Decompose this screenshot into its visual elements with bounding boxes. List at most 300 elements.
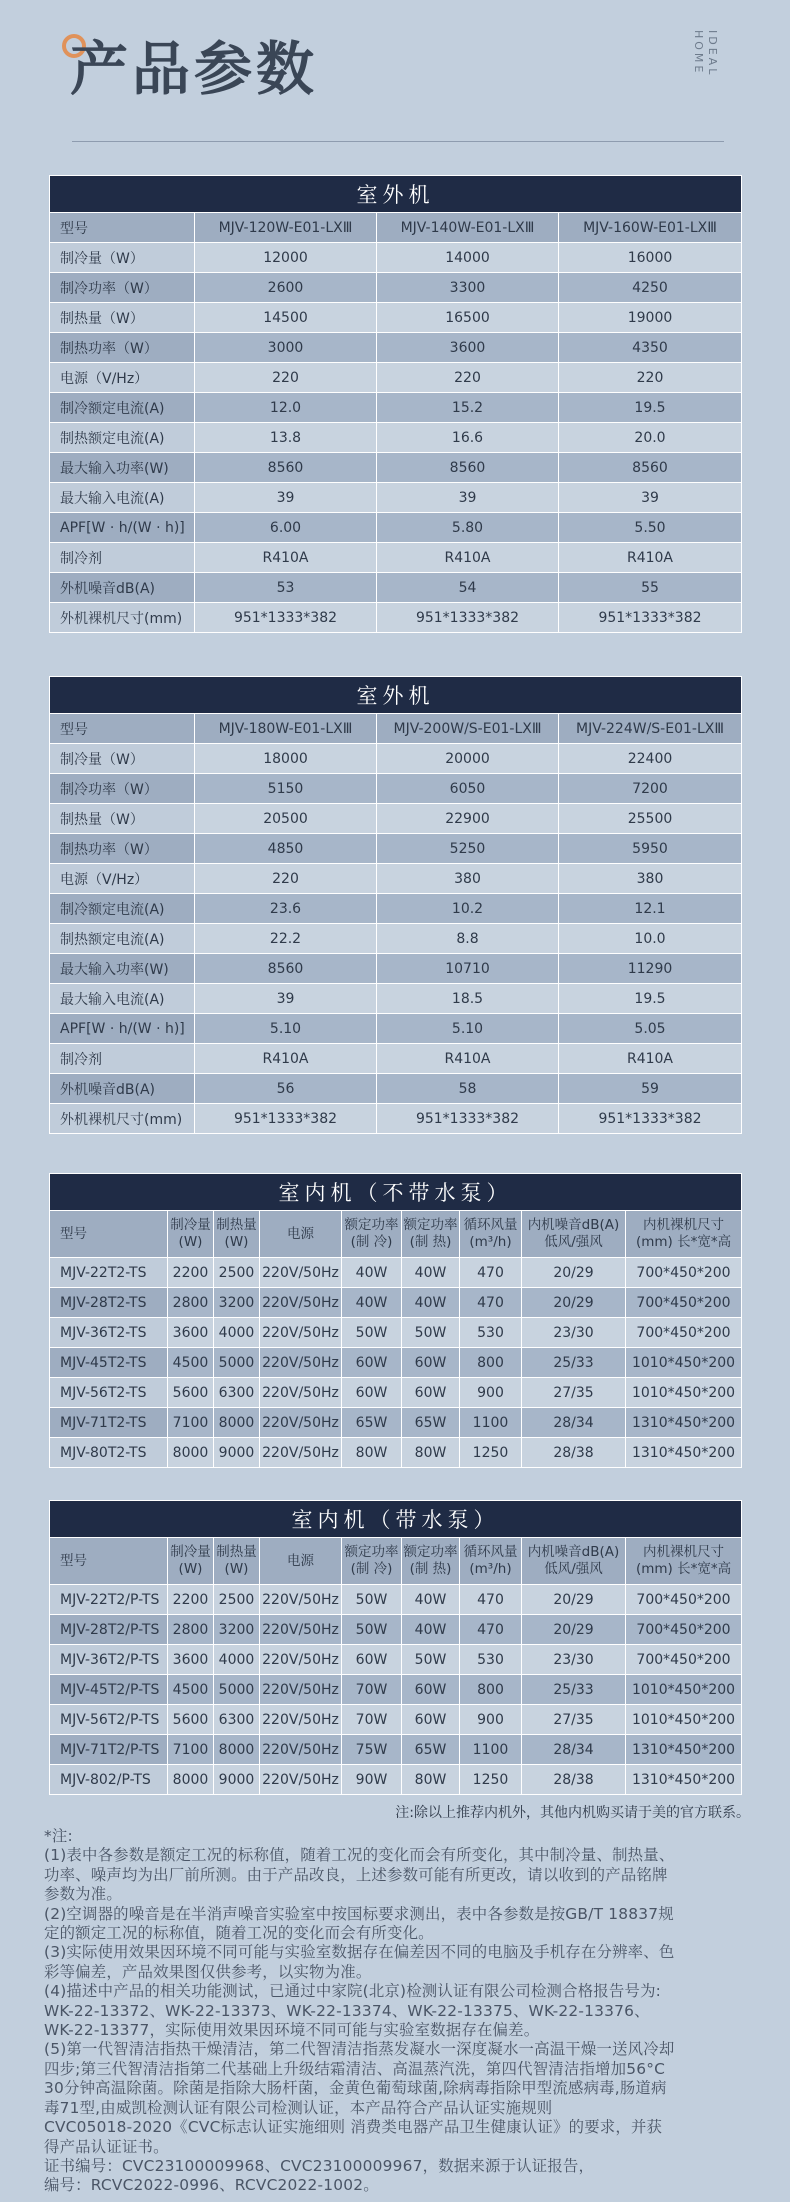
indoor1-cell: 40W [402,1258,460,1288]
indoor2-cell: 40W [402,1615,460,1645]
outdoor2-row [50,984,742,1014]
indoor2-cell: 80W [402,1765,460,1795]
indoor1-cell: 40W [342,1258,402,1288]
indoor1-row-label: MJV-45T2-TS [50,1348,168,1378]
footnote-line: CVC05018-2020《CVC标志认证实施细则 消费类电器产品卫生健康认证》的要求，并获 [44,2118,663,2137]
indoor1-cell: 800 [460,1348,522,1378]
outdoor2-row [50,834,742,864]
outdoor1-cell: 951*1333*382 [195,603,377,633]
outdoor2-cell: 20500 [195,804,377,834]
indoor2-cell: 220V/50Hz [260,1645,342,1675]
indoor1-cell: 5600 [168,1378,214,1408]
indoor1-cell: 470 [460,1288,522,1318]
indoor1-cell: 80W [402,1438,460,1468]
outdoor1-cell: 4350 [559,333,742,363]
indoor1-cell: 220V/50Hz [260,1288,342,1318]
indoor2-row-label: MJV-802/P-TS [50,1765,168,1795]
indoor1-row-label: MJV-36T2-TS [50,1318,168,1348]
indoor1-cell: 65W [402,1408,460,1438]
indoor2-row [50,1675,742,1705]
outdoor2-row [50,744,742,774]
footnote-line: 毒71型,由威凯检测认证有限公司检测认证，本产品符合产品认证实施规则 [44,2098,553,2117]
outdoor2-cell: 7200 [559,774,742,804]
outdoor1-cell: 2600 [195,273,377,303]
outdoor1-cell: 8560 [377,453,559,483]
outdoor2-cell: 19.5 [559,984,742,1014]
footnote-line: (4)描述中产品的相关功能测试，已通过中家院(北京)检测认证有限公司检测合格报告号为: [44,1982,662,2001]
indoor1-cell: 900 [460,1378,522,1408]
footnote-line: WK-22-13377，实际使用效果因环境不同可能与实验室数据存在偏差。 [44,2021,540,2040]
indoor1-cell: 60W [342,1378,402,1408]
indoor2-header-cell: 循环风量 (m³/h) [460,1538,522,1585]
footnote-line: 定的额定工况的标称值，随着工况的变化而会有所变化。 [44,1924,434,1943]
indoor1-cell: 1250 [460,1438,522,1468]
indoor1-cell: 8000 [214,1408,260,1438]
footnote-line: 参数为准。 [44,1885,122,1904]
indoor2-cell: 70W [342,1675,402,1705]
indoor2-header-cell: 电源 [260,1538,342,1585]
outdoor2-cell: 58 [377,1074,559,1104]
indoor1-cell: 80W [342,1438,402,1468]
outdoor1-cell: 54 [377,573,559,603]
outdoor1-cell: 14000 [377,243,559,273]
outdoor2-cell: 380 [377,864,559,894]
outdoor1-row-label: 制热额定电流(A) [50,423,195,453]
indoor2-cell: 50W [402,1645,460,1675]
outdoor1-header-cell: MJV-140W-E01-LXⅢ [377,213,559,243]
outdoor1-row [50,303,742,333]
outdoor2-row [50,1104,742,1134]
indoor2-cell: 65W [402,1735,460,1765]
indoor2-cell: 220V/50Hz [260,1705,342,1735]
indoor1-cell: 40W [402,1288,460,1318]
indoor2-cell: 220V/50Hz [260,1765,342,1795]
indoor1-header-cell: 型号 [50,1211,168,1258]
indoor1-cell: 2800 [168,1288,214,1318]
indoor2-cell: 700*450*200 [626,1585,742,1615]
indoor1-cell: 1010*450*200 [626,1348,742,1378]
indoor2-cell: 470 [460,1615,522,1645]
indoor2-cell: 2200 [168,1585,214,1615]
indoor2-header-cell: 内机裸机尺寸 (mm) 长*宽*高 [626,1538,742,1585]
outdoor1-cell: 53 [195,573,377,603]
outdoor2-cell: R410A [195,1044,377,1074]
indoor1-row [50,1408,742,1438]
indoor1-cell: 6300 [214,1378,260,1408]
outdoor2-row [50,954,742,984]
indoor2-header-cell: 内机噪音dB(A) 低风/强风 [522,1538,626,1585]
outdoor2-cell: 11290 [559,954,742,984]
outdoor1-cell: 220 [377,363,559,393]
indoor2-cell: 70W [342,1705,402,1735]
indoor1-row-label: MJV-71T2-TS [50,1408,168,1438]
outdoor2-header-cell: MJV-200W/S-E01-LXⅢ [377,714,559,744]
indoor1-row-label: MJV-28T2-TS [50,1288,168,1318]
outdoor2-row [50,1074,742,1104]
outdoor2-row [50,864,742,894]
outdoor2-cell: 59 [559,1074,742,1104]
outdoor2-cell: 20000 [377,744,559,774]
indoor2-cell: 1010*450*200 [626,1705,742,1735]
outdoor1-row [50,513,742,543]
outdoor1-row-label: 电源（V/Hz） [50,363,195,393]
indoor2-cell: 6300 [214,1705,260,1735]
footnote-line: (2)空调器的噪音是在半消声噪音实验室中按国标要求测出，表中各参数是按GB/T 18837规 [44,1904,674,1923]
outdoor-spec-table-1 [49,175,742,633]
outdoor1-row-label: 外机裸机尺寸(mm) [50,603,195,633]
outdoor2-cell: 380 [559,864,742,894]
indoor1-cell: 2500 [214,1258,260,1288]
outdoor1-cell: 8560 [559,453,742,483]
indoor1-cell: 28/34 [522,1408,626,1438]
outdoor1-cell: R410A [559,543,742,573]
indoor2-cell: 3600 [168,1645,214,1675]
footnote-line: WK-22-13372、WK-22-13373、WK-22-13374、WK-22-13375、WK-22-13376、 [44,2001,650,2020]
indoor1-cell: 530 [460,1318,522,1348]
indoor2-row-label: MJV-22T2/P-TS [50,1585,168,1615]
indoor2-cell: 20/29 [522,1615,626,1645]
outdoor2-row-label: 最大输入电流(A) [50,984,195,1014]
indoor1-header-cell: 额定功率 (制 冷) [342,1211,402,1258]
indoor2-row [50,1585,742,1615]
indoor2-row-label: MJV-71T2/P-TS [50,1735,168,1765]
outdoor1-row-label: 最大输入电流(A) [50,483,195,513]
footnote-line: (3)实际使用效果因环境不同可能与实验室数据存在偏差因不同的电脑及手机存在分辨率、色 [44,1943,675,1962]
outdoor2-cell: 23.6 [195,894,377,924]
indoor1-cell: 4000 [214,1318,260,1348]
indoor1-header-cell: 内机噪音dB(A) 低风/强风 [522,1211,626,1258]
footnote-line: *注: [44,1827,73,1845]
outdoor2-cell: 220 [195,864,377,894]
outdoor1-cell: 12000 [195,243,377,273]
outdoor2-caption: 室外机 [50,677,742,714]
outdoor1-row [50,453,742,483]
indoor1-cell: 23/30 [522,1318,626,1348]
indoor1-cell: 220V/50Hz [260,1348,342,1378]
indoor1-cell: 220V/50Hz [260,1408,342,1438]
indoor1-cell: 1310*450*200 [626,1438,742,1468]
indoor1-cell: 65W [342,1408,402,1438]
indoor1-cell: 4500 [168,1348,214,1378]
footnote-line: 功率、噪声均为出厂前所测。由于产品改良，上述参数可能有所更改，请以收到的产品铭牌 [44,1865,668,1884]
outdoor2-row-label: 制冷量（W） [50,744,195,774]
footnote-line: (5)第一代智清洁指热干燥清洁，第二代智清洁指蒸发凝水一深度凝水一高温干燥一送风冷却 [44,2040,675,2059]
outdoor1-row [50,273,742,303]
indoor2-cell: 2500 [214,1585,260,1615]
outdoor1-row-label: 制冷量（W） [50,243,195,273]
indoor2-row [50,1615,742,1645]
indoor1-cell: 60W [342,1348,402,1378]
outdoor1-cell: 6.00 [195,513,377,543]
outdoor2-header-cell: 型号 [50,714,195,744]
indoor1-cell: 220V/50Hz [260,1318,342,1348]
outdoor2-cell: 4850 [195,834,377,864]
indoor1-cell: 28/38 [522,1438,626,1468]
outdoor1-row-label: APF[W · h/(W · h)] [50,513,195,543]
indoor2-cell: 3200 [214,1615,260,1645]
outdoor2-row-label: 制冷剂 [50,1044,195,1074]
outdoor2-cell: 22.2 [195,924,377,954]
indoor1-row-label: MJV-80T2-TS [50,1438,168,1468]
outdoor2-cell: 5950 [559,834,742,864]
indoor2-cell: 7100 [168,1735,214,1765]
outdoor2-cell: 18000 [195,744,377,774]
footnote-line: 30分钟高温除菌。除菌是指除大肠杆菌，金黄色葡萄球菌,除病毒指除甲型流感病毒,肠道病 [44,2079,667,2098]
indoor2-row-label: MJV-45T2/P-TS [50,1675,168,1705]
indoor2-row [50,1765,742,1795]
indoor1-cell: 2200 [168,1258,214,1288]
indoor1-cell: 50W [402,1318,460,1348]
indoor2-cell: 700*450*200 [626,1645,742,1675]
indoor1-header-cell: 循环风量 (m³/h) [460,1211,522,1258]
outdoor1-cell: 20.0 [559,423,742,453]
indoor1-row-label: MJV-56T2-TS [50,1378,168,1408]
outdoor2-cell: 5.05 [559,1014,742,1044]
indoor1-cell: 7100 [168,1408,214,1438]
outdoor2-header-cell: MJV-180W-E01-LXⅢ [195,714,377,744]
footnote-line: 彩等偏差，产品效果图仅供参考，以实物为准。 [44,1962,372,1981]
outdoor1-cell: 951*1333*382 [377,603,559,633]
outdoor1-cell: 19000 [559,303,742,333]
outdoor2-row-label: 外机噪音dB(A) [50,1074,195,1104]
outdoor1-header-cell: MJV-160W-E01-LXⅢ [559,213,742,243]
indoor2-cell: 1250 [460,1765,522,1795]
indoor2-cell: 700*450*200 [626,1615,742,1645]
outdoor1-row-label: 制热功率（W） [50,333,195,363]
outdoor2-cell: 22400 [559,744,742,774]
outdoor2-cell: 22900 [377,804,559,834]
outdoor1-cell: 3600 [377,333,559,363]
outdoor1-row [50,483,742,513]
outdoor2-cell: R410A [377,1044,559,1074]
indoor1-header-cell: 制冷量 (W) [168,1211,214,1258]
indoor2-cell: 28/38 [522,1765,626,1795]
outdoor1-cell: 3300 [377,273,559,303]
outdoor2-row-label: 制热功率（W） [50,834,195,864]
outdoor2-cell: 10710 [377,954,559,984]
outdoor1-cell: 8560 [195,453,377,483]
indoor2-cell: 50W [342,1585,402,1615]
outdoor1-cell: 951*1333*382 [559,603,742,633]
indoor2-row-label: MJV-28T2/P-TS [50,1615,168,1645]
indoor2-cell: 60W [342,1645,402,1675]
outdoor2-row [50,804,742,834]
outdoor1-cell: 3000 [195,333,377,363]
indoor2-cell: 23/30 [522,1645,626,1675]
page-title: 产品参数 [70,35,319,103]
indoor1-row-label: MJV-22T2-TS [50,1258,168,1288]
footnote-line: 编号：RCVC2022-0996、RCVC2022-1002。 [44,2176,379,2195]
indoor1-cell: 27/35 [522,1378,626,1408]
outdoor1-cell: 4250 [559,273,742,303]
brand-line-2: HOME [692,30,705,76]
outdoor1-cell: 5.80 [377,513,559,543]
outdoor1-cell: 14500 [195,303,377,333]
indoor-pump-spec-table [49,1500,742,1795]
outdoor1-row [50,393,742,423]
indoor1-header-cell: 额定功率 (制 热) [402,1211,460,1258]
outdoor2-cell: 12.1 [559,894,742,924]
indoor2-header-cell: 型号 [50,1538,168,1585]
outdoor1-cell: 220 [559,363,742,393]
outdoor2-cell: 8560 [195,954,377,984]
indoor1-row [50,1258,742,1288]
outdoor2-cell: R410A [559,1044,742,1074]
outdoor1-cell: 16.6 [377,423,559,453]
indoor1-cell: 9000 [214,1438,260,1468]
indoor1-header-cell: 制热量 (W) [214,1211,260,1258]
outdoor1-cell: 12.0 [195,393,377,423]
indoor1-cell: 8000 [168,1438,214,1468]
indoor1-cell: 220V/50Hz [260,1258,342,1288]
indoor2-cell: 75W [342,1735,402,1765]
indoor2-header-cell: 制热量 (W) [214,1538,260,1585]
footnote-line: 得产品认证证书。 [44,2137,169,2156]
indoor1-cell: 60W [402,1348,460,1378]
outdoor2-row [50,1014,742,1044]
outdoor2-cell: 39 [195,984,377,1014]
outdoor1-caption: 室外机 [50,176,742,213]
outdoor1-row-label: 制冷功率（W） [50,273,195,303]
outdoor1-cell: 16500 [377,303,559,333]
outdoor1-cell: 15.2 [377,393,559,423]
indoor2-caption: 室内机（带水泵） [50,1501,742,1538]
footnote-line: (1)表中各参数是额定工况的标称值，随着工况的变化而会有所变化，其中制冷量、制热量、 [44,1846,675,1865]
recommend-note: 注:除以上推荐内机外，其他内机购买请于美的官方联系。 [395,1805,750,1821]
outdoor1-cell: 55 [559,573,742,603]
indoor2-cell: 5000 [214,1675,260,1705]
indoor1-cell: 1010*450*200 [626,1378,742,1408]
outdoor1-row-label: 制热量（W） [50,303,195,333]
footnotes [44,1827,756,2196]
outdoor2-row [50,894,742,924]
indoor2-cell: 220V/50Hz [260,1585,342,1615]
outdoor2-row [50,924,742,954]
indoor1-cell: 220V/50Hz [260,1438,342,1468]
header-divider [72,141,724,142]
outdoor2-row [50,774,742,804]
indoor2-cell: 2800 [168,1615,214,1645]
outdoor2-cell: 10.0 [559,924,742,954]
outdoor1-cell: 220 [195,363,377,393]
outdoor1-row-label: 外机噪音dB(A) [50,573,195,603]
outdoor2-row-label: APF[W · h/(W · h)] [50,1014,195,1044]
page-header [0,0,790,150]
indoor2-cell: 50W [342,1615,402,1645]
indoor2-cell: 1010*450*200 [626,1675,742,1705]
indoor1-cell: 3600 [168,1318,214,1348]
indoor2-cell: 1100 [460,1735,522,1765]
outdoor1-cell: 39 [377,483,559,513]
outdoor2-cell: 951*1333*382 [377,1104,559,1134]
indoor2-cell: 60W [402,1675,460,1705]
indoor2-header-cell: 额定功率 (制 热) [402,1538,460,1585]
indoor1-cell: 1100 [460,1408,522,1438]
indoor2-cell: 28/34 [522,1735,626,1765]
outdoor1-row-label: 制冷额定电流(A) [50,393,195,423]
footnote-line: 四步;第三代智清洁指第二代基础上升级结霜清洁、高温蒸汽洗，第四代智清洁指增加56°C [44,2059,666,2078]
outdoor2-cell: 56 [195,1074,377,1104]
indoor2-cell: 8000 [214,1735,260,1765]
outdoor1-row [50,423,742,453]
indoor2-cell: 800 [460,1675,522,1705]
indoor1-row [50,1348,742,1378]
brand-logo [690,30,720,100]
indoor2-row [50,1735,742,1765]
outdoor2-cell: 5150 [195,774,377,804]
outdoor2-cell: 25500 [559,804,742,834]
outdoor1-header-cell: MJV-120W-E01-LXⅢ [195,213,377,243]
outdoor2-row-label: 制冷功率（W） [50,774,195,804]
indoor2-cell: 9000 [214,1765,260,1795]
indoor1-cell: 220V/50Hz [260,1378,342,1408]
indoor1-row [50,1438,742,1468]
indoor2-cell: 27/35 [522,1705,626,1735]
outdoor2-cell: 10.2 [377,894,559,924]
indoor2-row-label: MJV-56T2/P-TS [50,1705,168,1735]
outdoor2-cell: 18.5 [377,984,559,1014]
indoor2-cell: 60W [402,1705,460,1735]
indoor2-cell: 20/29 [522,1585,626,1615]
indoor1-cell: 5000 [214,1348,260,1378]
outdoor1-cell: 19.5 [559,393,742,423]
outdoor1-row [50,363,742,393]
indoor1-cell: 50W [342,1318,402,1348]
indoor2-cell: 4500 [168,1675,214,1705]
indoor1-cell: 20/29 [522,1258,626,1288]
outdoor2-row-label: 电源（V/Hz） [50,864,195,894]
indoor1-row [50,1378,742,1408]
outdoor2-row-label: 制热额定电流(A) [50,924,195,954]
outdoor1-cell: 39 [195,483,377,513]
indoor2-header-cell: 制冷量 (W) [168,1538,214,1585]
indoor2-cell: 40W [402,1585,460,1615]
outdoor1-row [50,333,742,363]
indoor2-cell: 1310*450*200 [626,1765,742,1795]
indoor2-cell: 220V/50Hz [260,1675,342,1705]
outdoor1-header-cell: 型号 [50,213,195,243]
outdoor1-cell: 5.50 [559,513,742,543]
outdoor1-row [50,573,742,603]
outdoor2-row [50,1044,742,1074]
indoor2-cell: 220V/50Hz [260,1615,342,1645]
indoor1-cell: 60W [402,1378,460,1408]
indoor1-row [50,1318,742,1348]
indoor2-row [50,1705,742,1735]
indoor1-row [50,1288,742,1318]
outdoor1-cell: R410A [377,543,559,573]
indoor1-cell: 25/33 [522,1348,626,1378]
outdoor2-cell: 6050 [377,774,559,804]
indoor1-header-cell: 内机裸机尺寸 (mm) 长*宽*高 [626,1211,742,1258]
indoor2-cell: 90W [342,1765,402,1795]
outdoor2-row-label: 制热量（W） [50,804,195,834]
indoor1-cell: 700*450*200 [626,1258,742,1288]
indoor2-cell: 4000 [214,1645,260,1675]
indoor1-cell: 40W [342,1288,402,1318]
indoor2-cell: 8000 [168,1765,214,1795]
outdoor2-cell: 5250 [377,834,559,864]
indoor2-cell: 5600 [168,1705,214,1735]
indoor2-cell: 900 [460,1705,522,1735]
outdoor2-row-label: 外机裸机尺寸(mm) [50,1104,195,1134]
footnote-line: 证书编号：CVC23100009968、CVC23100009967，数据来源于认证报告， [44,2156,595,2175]
indoor1-header-cell: 电源 [260,1211,342,1258]
outdoor-spec-table-2 [49,676,742,1134]
indoor2-row [50,1645,742,1675]
outdoor1-row-label: 最大输入功率(W) [50,453,195,483]
outdoor1-cell: 13.8 [195,423,377,453]
